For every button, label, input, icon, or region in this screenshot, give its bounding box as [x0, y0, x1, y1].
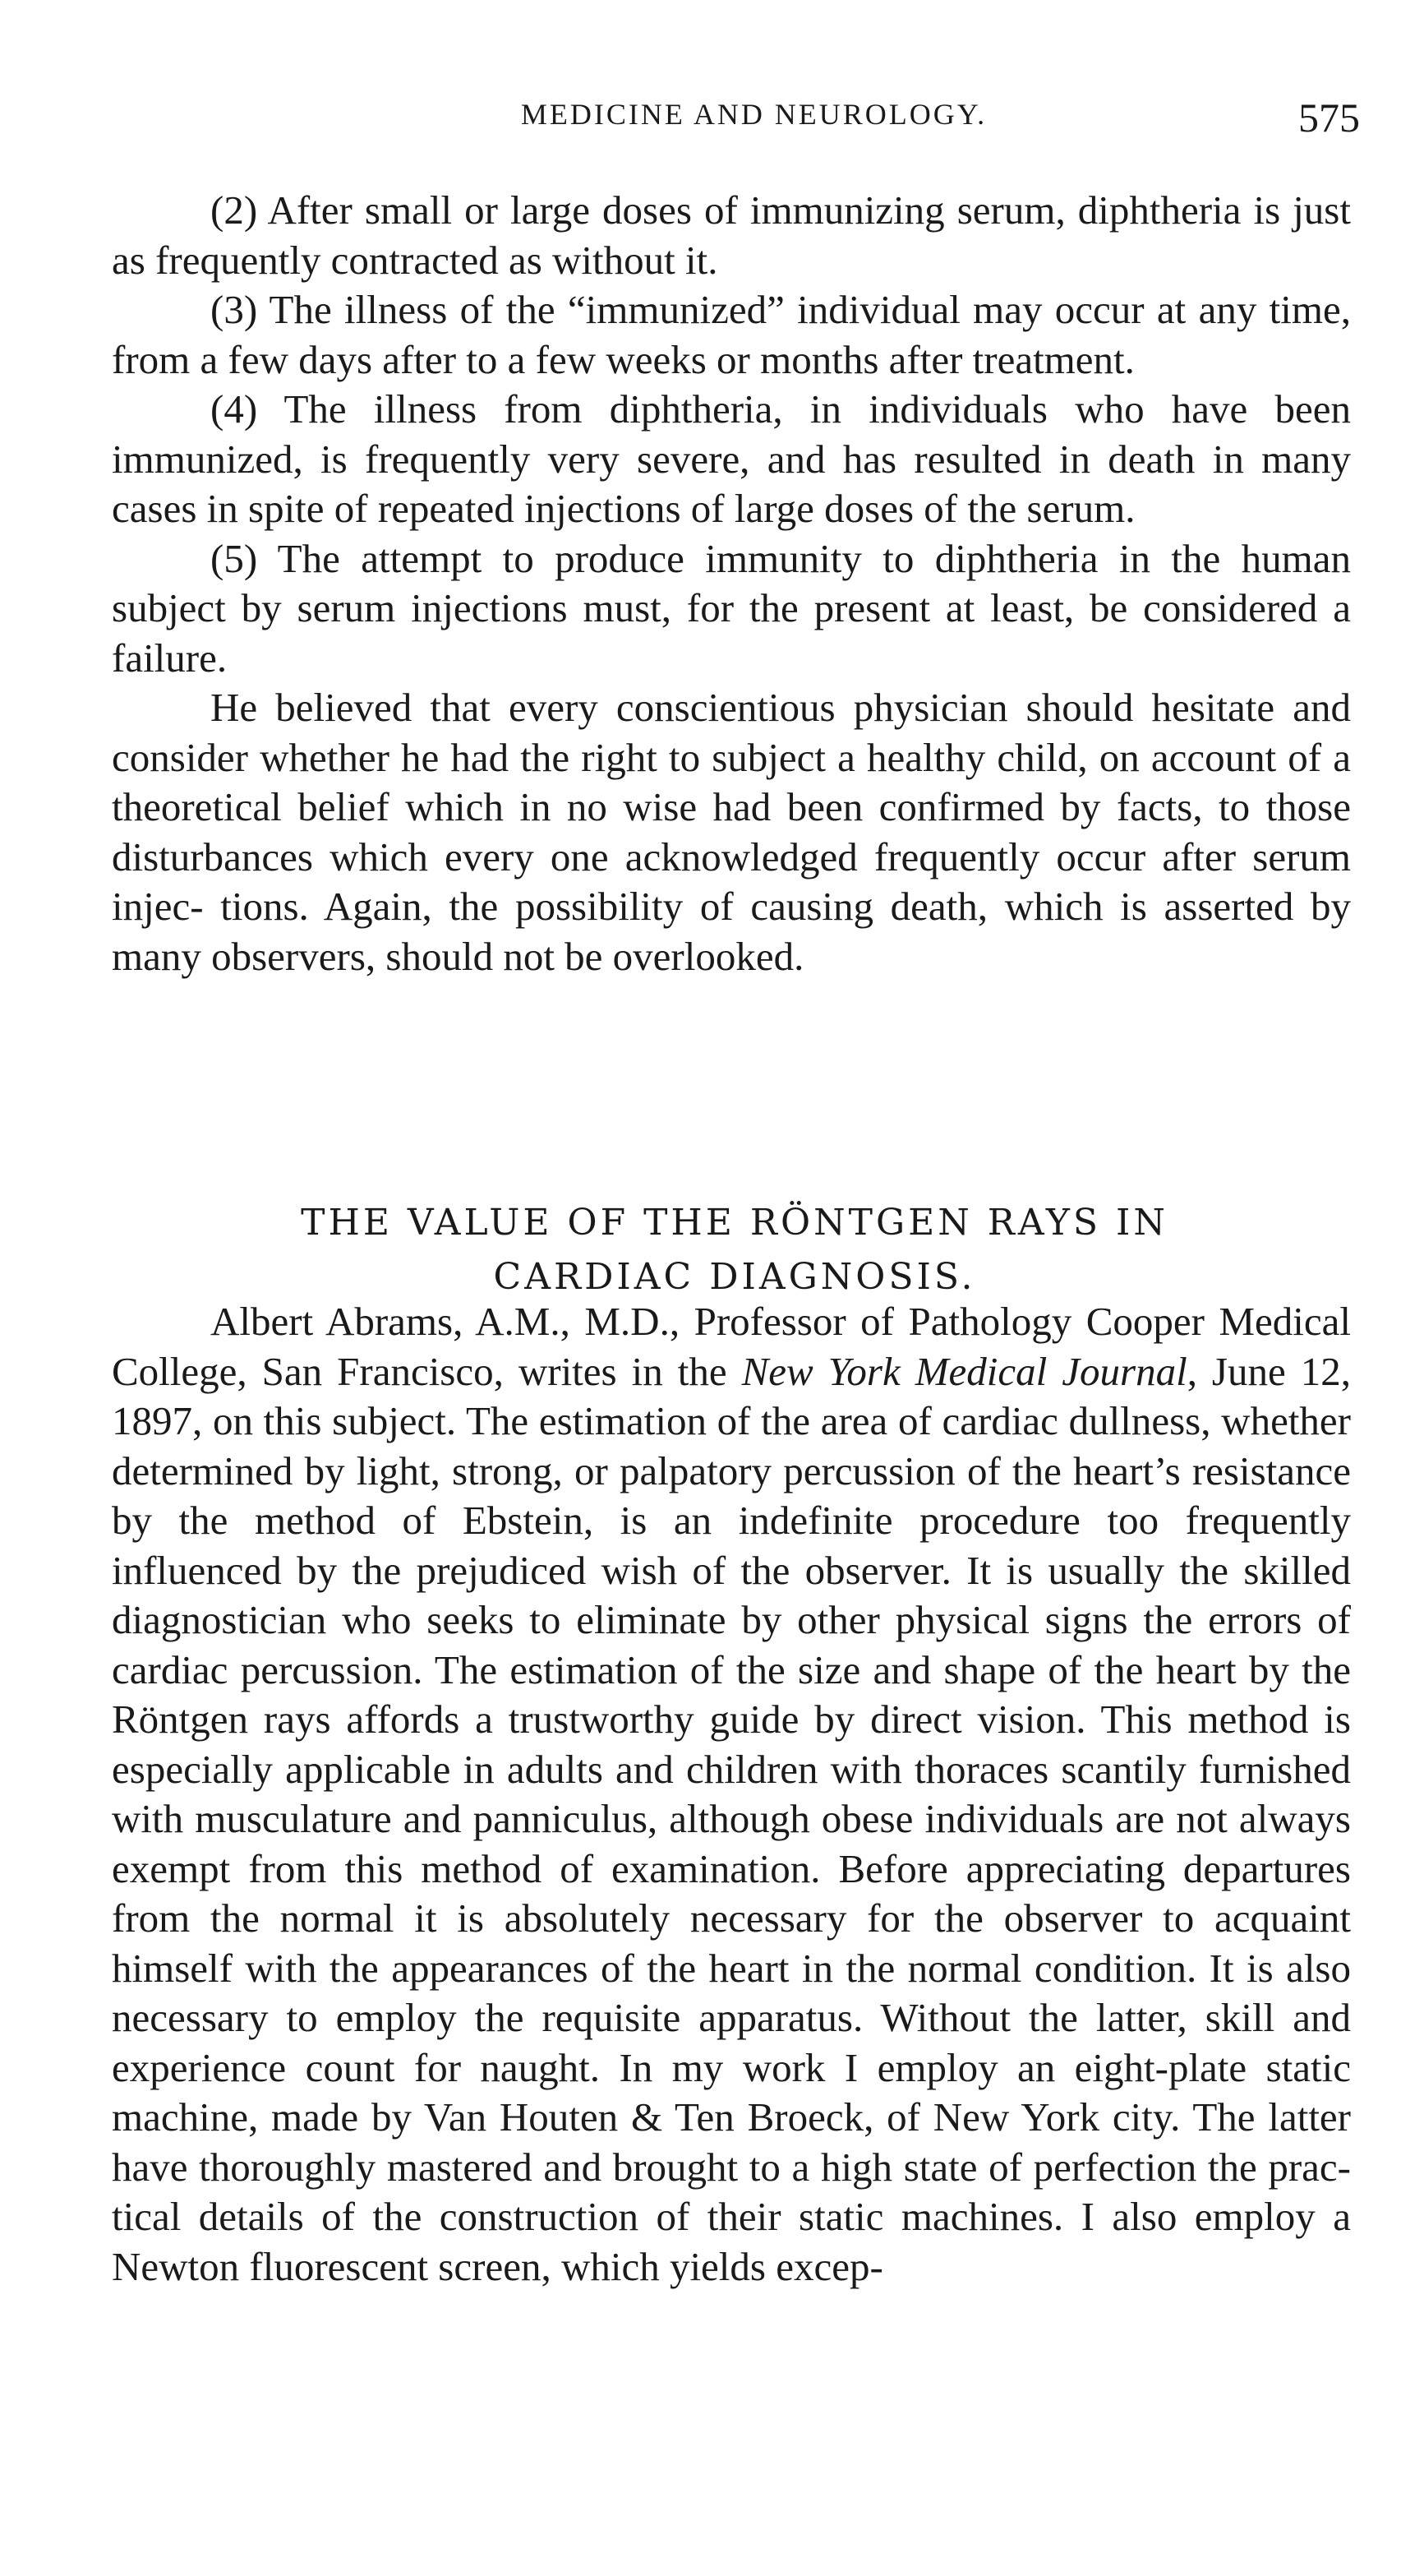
heading-line: THE VALUE OF THE RÖNTGEN RAYS IN	[301, 1201, 1168, 1244]
paragraph: (4) The illness from diphtheria, in individuals who have been immunized, is frequently very severe, and has resulted in death in many cases in spite of repeated injections of large doses of the serum.	[112, 386, 1351, 531]
paragraph: (3) The illness of the “immunized” individual may occur at any time, from a few days after to a few weeks or months after treatment.	[112, 287, 1351, 382]
heading-line: CARDIAC DIAGNOSIS.	[493, 1255, 976, 1298]
paragraph: (2) After small or large doses of immunizing serum, diphtheria is just as frequently contracted as without it.	[112, 187, 1351, 283]
paragraph: (5) The attempt to produce immunity to diphtheria in the human subject by serum injections must, for the present at least, be considered a failure.	[112, 535, 1351, 681]
running-title: MEDICINE AND NEUROLOGY.	[520, 98, 988, 131]
paragraph: He believed that every conscientious physician should hesitate and consider whether he had the right to subject a healthy child, on account of a theoretical belief which in no wise had been confirmed by facts, to those disturbances which every one acknowledged frequently occur after serum injec- tions. Again, the possibility of causing death, which is asserted by many observers, should not be overlooked.	[112, 685, 1351, 979]
article-body	[112, 1297, 1351, 2292]
paragraph-text: Albert Abrams, A.M., M.D., Professor of Pathology Cooper Medical College, San Francisco, writes in the	[112, 1299, 1351, 1394]
page-number: 575	[1298, 95, 1360, 141]
diphtheria-conclusions	[112, 186, 1351, 981]
journal-title: New York Medical Journal	[741, 1348, 1187, 1394]
article-heading	[115, 1196, 1354, 1304]
running-head	[115, 97, 1360, 155]
paragraph-text: , June 12, 1897, on this subject. The estimation of the area of cardiac dullness, whether determined by light, strong, or palpatory percussion of the heart’s resistance by the method of Ebstein, is an indefinite procedure too frequently influenced by the prejudiced wish of the observer. It is usually the skilled diagnostician who seeks to eliminate by other physical signs the errors of cardiac percussion. The estimation of the size and shape of the heart by the Röntgen rays affords a trustworthy guide by direct vision. This method is especially applicable in adults and children with thoraces scantily furnished with musculature and panniculus, although obese individuals are not always exempt from this method of examination. Before appreciating departures from the normal it is absolutely necessary for the observer to acquaint himself with the appearances of the heart in the normal condition. It is also necessary to employ the requisite apparatus. Without the latter, skill and experience count for naught. In my work I employ an eight-plate static machine, made by Van Houten & Ten Broeck, of New York city. The latter have thoroughly mastered and brought to a high state of perfection the prac- tical details of the construction of their static machines. I also employ a Newton fluorescent screen, which yields excep-	[112, 1348, 1351, 2289]
paragraph	[112, 1297, 1351, 2292]
